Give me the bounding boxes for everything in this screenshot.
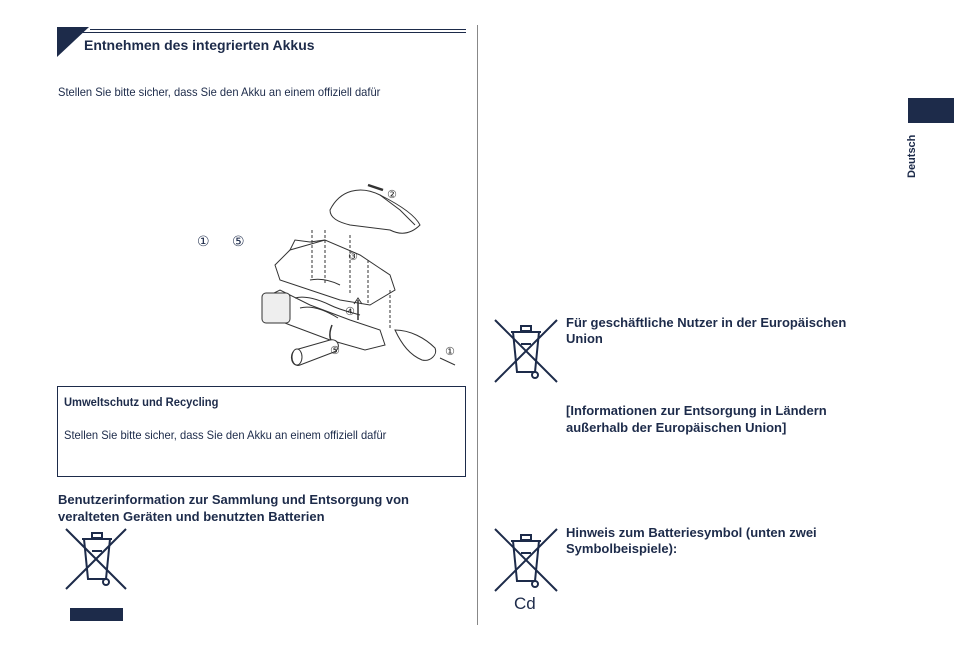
non-eu-heading-line2: außerhalb der Europäischen Union] (566, 420, 787, 435)
battery-bar-symbol (70, 608, 123, 621)
diagram-label-5: ⑤ (330, 344, 340, 357)
section1-text: Stellen Sie bitte sicher, dass Sie den Akku an einem offiziell dafür (58, 85, 381, 99)
diagram-label-4: ④ (345, 305, 355, 318)
language-tab-block (908, 98, 954, 123)
recycle-box-title: Umweltschutz und Recycling (64, 395, 219, 409)
diagram-label-3: ③ (348, 250, 358, 263)
section1-title: Entnehmen des integrierten Akkus (84, 37, 315, 53)
diagram-label-2: ② (387, 188, 397, 201)
diagram-label-1: ① (445, 345, 455, 358)
recycle-info-box (57, 386, 466, 477)
section1-rule-bottom (80, 32, 466, 33)
language-tab-label: Deutsch (906, 134, 918, 178)
step-label-5: ⑤ (232, 234, 245, 250)
eu-heading-line2: Union (566, 331, 603, 346)
battery-heading-line1: Hinweis zum Batteriesymbol (unten zwei (566, 525, 817, 540)
recycle-box-text: Stellen Sie bitte sicher, dass Sie den Akku an einem offiziell dafür (64, 428, 387, 442)
column-divider (477, 25, 478, 625)
crossed-out-wheelie-bin-icon (64, 527, 130, 591)
section2-title-line1: Benutzerinformation zur Sammlung und Entsorgung von (58, 492, 409, 507)
battery-chem-label: Cd (514, 594, 536, 613)
shaver-disassembly-diagram (250, 180, 470, 375)
section2-title-line2: veralteten Geräten und benutzten Batterien (58, 509, 325, 524)
crossed-out-wheelie-bin-icon (493, 318, 559, 384)
battery-heading-line2: Symbolbeispiele): (566, 541, 678, 556)
step-label-1: ① (197, 234, 210, 250)
section1-rule (90, 29, 466, 30)
non-eu-heading-line1: [Informationen zur Entsorgung in Ländern (566, 403, 827, 418)
eu-heading-line1: Für geschäftliche Nutzer in der Europäischen (566, 315, 847, 330)
crossed-out-wheelie-bin-icon (493, 527, 559, 593)
